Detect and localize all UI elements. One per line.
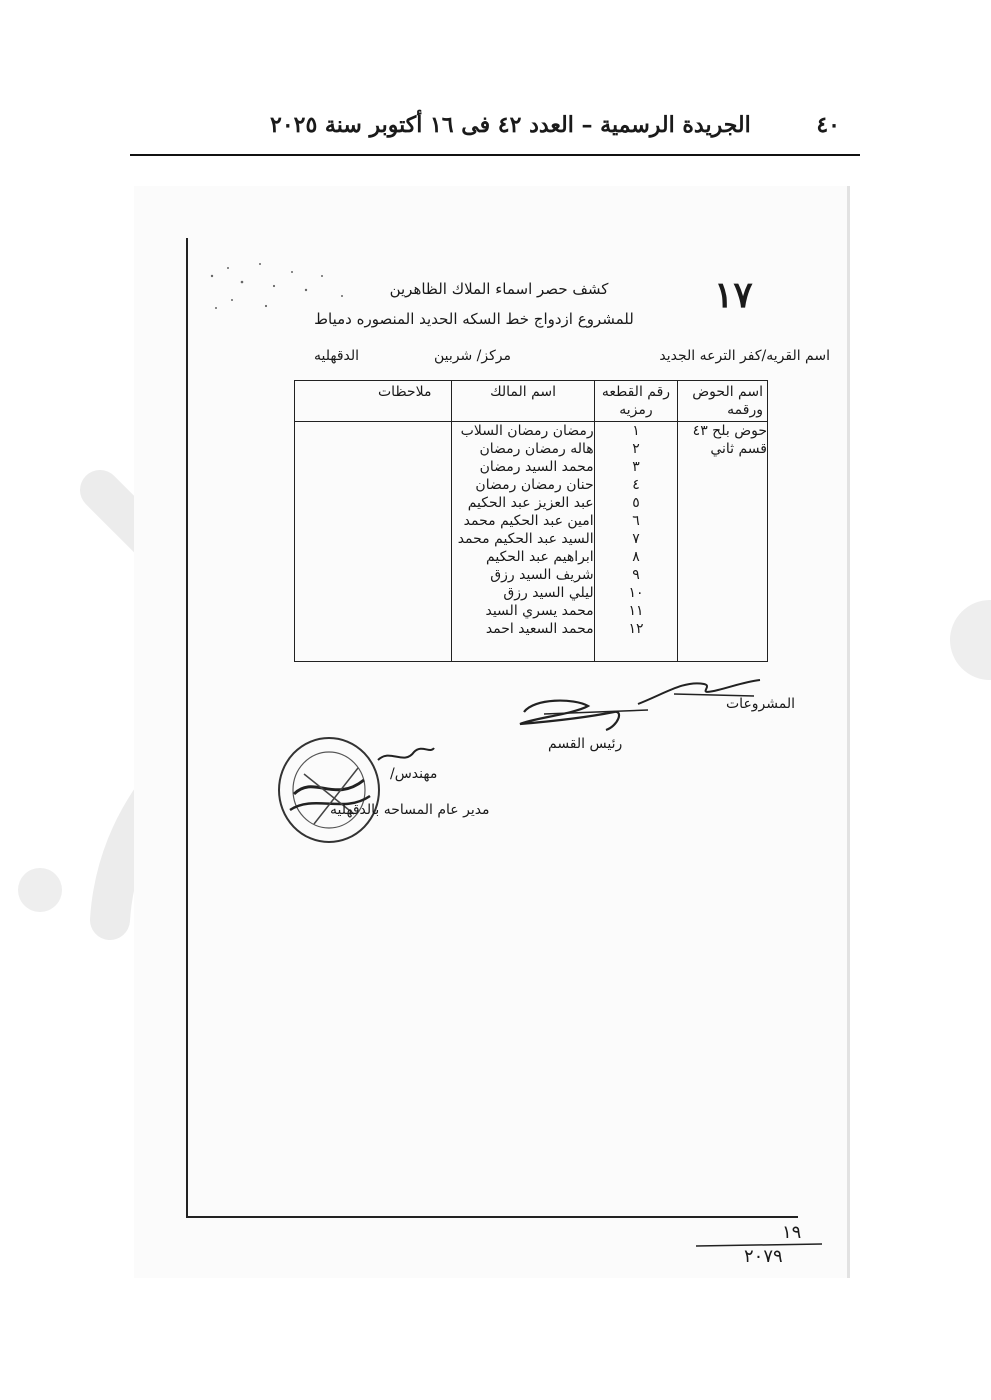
center-name: مركز/ شربين <box>434 348 512 364</box>
owner-cell <box>452 422 594 662</box>
parcel-number: ١١ <box>628 603 644 619</box>
owner-name: ليلي السيد رزق <box>503 585 594 601</box>
parcel-number: ٤ <box>632 477 640 493</box>
parcel-cell <box>594 422 678 662</box>
governorate-name: الدقهليه <box>314 348 360 364</box>
document-subtitle: للمشروع ازدواج خط السكه الحديد المنصوره دمياط <box>314 310 634 328</box>
header-basin <box>678 381 768 422</box>
parcel-number: ١٠ <box>628 585 644 601</box>
handwritten-page-mark <box>744 1222 824 1268</box>
basin-line: حوض بلح ٤٣ <box>692 423 767 439</box>
owner-name: رمضان رمضان السلاب <box>460 423 594 439</box>
village-name: اسم القريه/كفر الترعه الجديد <box>659 348 830 364</box>
official-seal <box>274 734 384 846</box>
header-basin-line: ورقمه <box>727 402 763 418</box>
owners-table <box>294 380 768 662</box>
section-head-signature <box>514 692 654 738</box>
parcel-number: ٥ <box>632 495 640 511</box>
document-number: ١٧ <box>714 274 753 316</box>
header-parcel-line: رقم القطعه <box>601 384 671 400</box>
scanned-document <box>134 186 850 1278</box>
projects-signature-label: المشروعات <box>726 696 796 712</box>
director-signature-label: مدير عام المساحه بالدقهليه <box>330 802 490 818</box>
owner-name: عبد العزيز عبد الحكيم <box>467 495 594 511</box>
parcel-number: ٨ <box>632 549 640 565</box>
basin-cell <box>678 422 768 662</box>
parcel-number: ٧ <box>632 531 640 547</box>
owner-name: السيد عبد الحكيم محمد <box>457 531 594 547</box>
owner-name: شريف السيد رزق <box>490 567 594 583</box>
parcel-number: ١٢ <box>628 621 644 637</box>
section-head-signature-label: رئيس القسم <box>548 736 623 752</box>
parcel-number: ٣ <box>632 459 640 475</box>
page-number: ٤٠ <box>816 112 840 138</box>
header-notes: ملاحظات <box>295 381 452 422</box>
parcel-number: ٩ <box>632 567 640 583</box>
header-basin-line: اسم الحوض <box>692 384 763 400</box>
parcel-number: ٢ <box>632 441 640 457</box>
owner-name: محمد السيد رمضان <box>479 459 594 475</box>
engineer-signature-label: مهندس/ <box>390 766 438 782</box>
basin-line: قسم ثاني <box>710 441 767 457</box>
notes-cell <box>295 422 452 662</box>
owner-name: حنان رمضان رمضان <box>475 477 594 493</box>
page-mark-bottom: ٢٠٧٩ <box>744 1246 783 1267</box>
document-title: كشف حصر اسماء الملاك الظاهرين <box>389 280 609 298</box>
frame-bottom-line <box>186 1216 798 1218</box>
owner-name: امين عبد الحكيم محمد <box>463 513 594 529</box>
owner-name: محمد السعيد احمد <box>485 621 594 637</box>
frame-left-line <box>186 238 188 1218</box>
parcel-number: ٦ <box>632 513 640 529</box>
owner-name: هاله رمضان رمضان <box>479 441 594 457</box>
header-rule <box>130 154 860 156</box>
header-parcel-line: رمزيه <box>619 402 653 418</box>
header-parcel <box>594 381 678 422</box>
page-mark-top: ١٩ <box>782 1222 802 1243</box>
parcel-number: ١ <box>632 423 640 439</box>
owner-name: ابراهيم عبد الحكيم <box>486 549 594 565</box>
page-header <box>130 108 860 148</box>
gazette-title: الجريدة الرسمية – العدد ٤٢ فى ١٦ أكتوبر سنة ٢٠٢٥ <box>270 112 751 138</box>
scan-edge <box>847 186 850 1278</box>
owner-name: محمد يسري السيد <box>485 603 594 619</box>
header-owner: اسم المالك <box>452 381 594 422</box>
